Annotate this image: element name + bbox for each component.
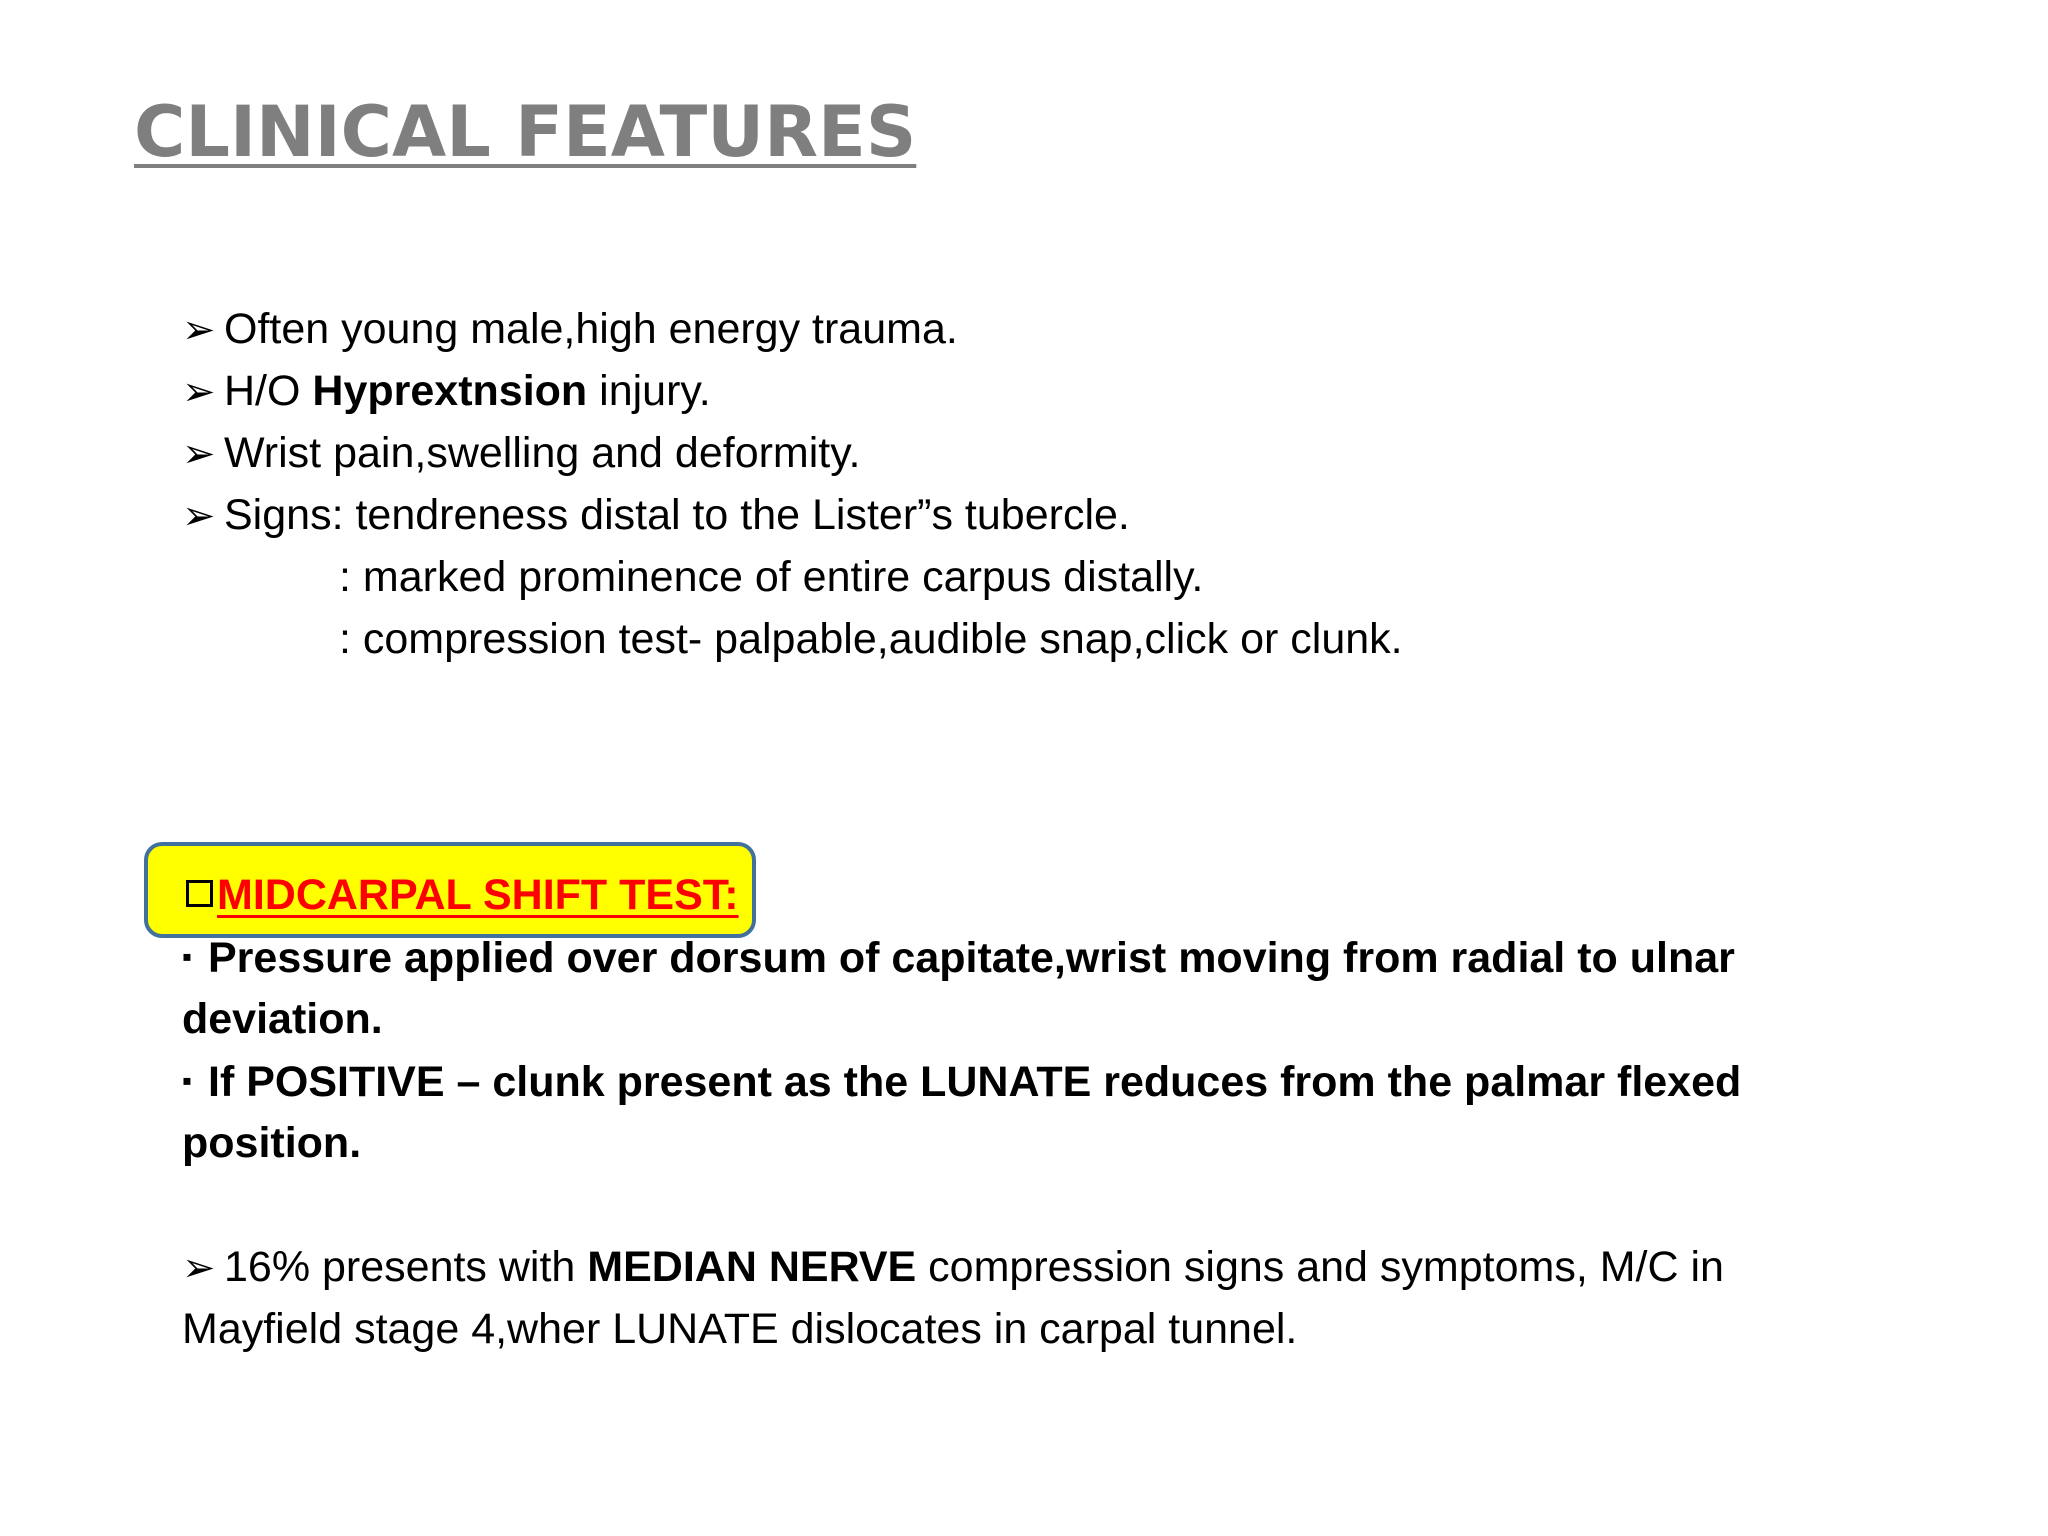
feature-item	[182, 298, 1403, 360]
feature-text-bold: Hyprextnsion	[312, 367, 588, 415]
arrow-bullet-icon: ➢	[182, 432, 216, 476]
arrow-bullet-icon: ➢	[182, 494, 216, 538]
midcarpal-point	[182, 1050, 1741, 1112]
median-nerve-note	[182, 1236, 1724, 1360]
median-text: 16% presents with	[224, 1243, 588, 1291]
midcarpal-point-continuation: deviation.	[182, 995, 383, 1043]
arrow-bullet-icon: ➢	[182, 370, 216, 414]
midcarpal-point-continuation: position.	[182, 1119, 362, 1167]
checkbox-bullet-icon	[186, 880, 213, 907]
arrow-bullet-icon: ➢	[182, 308, 216, 352]
feature-text: H/O	[224, 367, 313, 415]
slide-title: CLINICAL FEATURES	[134, 91, 917, 173]
feature-item	[182, 484, 1403, 546]
feature-text: Wrist pain,swelling and deformity.	[224, 429, 861, 477]
square-bullet-icon: ▪	[182, 1065, 192, 1096]
median-nerve-continuation: Mayfield stage 4,wher LUNATE dislocates in carpal tunnel.	[182, 1305, 1298, 1353]
square-bullet-icon: ▪	[182, 941, 192, 972]
feature-text: Often young male,high energy trauma.	[224, 305, 958, 353]
midcarpal-point-text: If POSITIVE – clunk present as the LUNATE reduces from the palmar flexed	[208, 1058, 1742, 1106]
signs-continued-item: : compression test- palpable,audible snap,click or clunk.	[339, 615, 1403, 663]
midcarpal-point-text: Pressure applied over dorsum of capitate,wrist moving from radial to ulnar	[208, 934, 1735, 982]
feature-item	[182, 360, 1403, 422]
median-nerve-line	[182, 1236, 1724, 1298]
median-text-bold: MEDIAN NERVE	[587, 1243, 917, 1291]
midcarpal-points	[182, 926, 1741, 1174]
midcarpal-heading	[186, 864, 739, 926]
feature-item	[182, 422, 1403, 484]
arrow-bullet-icon: ➢	[182, 1246, 216, 1290]
midcarpal-heading-label: MIDCARPAL SHIFT TEST:	[217, 871, 739, 919]
median-text: compression signs and symptoms, M/C in	[916, 1243, 1724, 1291]
midcarpal-point	[182, 926, 1741, 988]
signs-continued-item: : marked prominence of entire carpus distally.	[339, 553, 1204, 601]
feature-text: injury.	[587, 367, 711, 415]
feature-text: Signs: tendreness distal to the Lister”s tubercle.	[224, 491, 1130, 539]
clinical-features-list	[182, 298, 1403, 670]
